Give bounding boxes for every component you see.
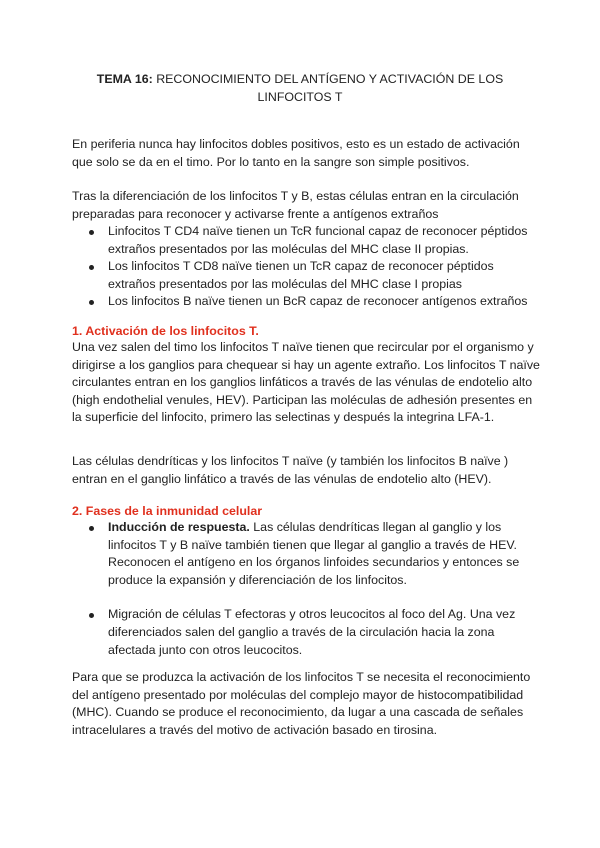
- list-item: [72, 519, 542, 589]
- list-item-bold: Inducción de respuesta.: [108, 520, 250, 534]
- bullet-icon: [89, 265, 94, 270]
- paragraph-recircular: Una vez salen del timo los linfocitos T naïve tienen que recircular por el organismo y dirigirse a los ganglios para chequear si hay un agente extraño. Los linfocitos T naïve circulantes entran en los ganglios linfáticos a través de las vénulas de endotelio alto (high endothelial venules, HEV). Participan las moléculas de adhesión presentes en la superficie del linfocito, primero las selectinas y después la integrina LFA-1.: [72, 340, 540, 425]
- bullet-icon: [89, 300, 94, 305]
- paragraph-diferenciacion: Tras la diferenciación de los linfocitos T y B, estas células entran en la circulación preparadas para reconocer y activarse frente a antígenos extraños: [72, 189, 519, 221]
- bullet-list-naive: [72, 223, 542, 311]
- paragraph-mhc: Para que se produzca la activación de los linfocitos T se necesita el reconocimiento del antígeno presentado por moléculas del complejo mayor de histocompatibilidad (MHC). Cuando se produce el reconocimiento, da lugar a una cascada de señales intracelulares a través del motivo de activación basado en tirosina.: [72, 670, 531, 737]
- list-item: [72, 258, 542, 293]
- bullet-icon: [89, 230, 94, 235]
- bullet-list-fases: [72, 519, 542, 659]
- bullet-icon: [89, 526, 94, 531]
- list-item: [72, 606, 542, 659]
- section-heading-fases: 2. Fases de la inmunidad celular: [72, 504, 263, 518]
- list-item: [72, 223, 542, 258]
- list-item-text: Las células dendríticas llegan al ganglio y los linfocitos T y B naïve también tienen que llegar al ganglio a través de HEV. Reconocen el antígeno en los órganos linfoides secundarios y entonces se produce la expansión y diferenciación de los linfocitos.: [108, 520, 520, 587]
- section-heading-activacion: 1. Activación de los linfocitos T.: [72, 324, 259, 338]
- list-item-text: Linfocitos T CD4 naïve tienen un TcR funcional capaz de reconocer péptidos extraños presentados por las moléculas del MHC clase II propias.: [108, 224, 528, 256]
- list-item-text: Migración de células T efectoras y otros leucocitos al foco del Ag. Una vez diferenciados salen del ganglio a través de la circulación hacia la zona afectada junto con otros leucocitos.: [108, 607, 516, 657]
- title-text: RECONOCIMIENTO DEL ANTÍGENO Y ACTIVACIÓN DE LOS LINFOCITOS T: [152, 72, 504, 104]
- title-label: TEMA 16:: [96, 72, 153, 86]
- bullet-icon: [89, 613, 94, 618]
- paragraph-dendriticas: Las células dendríticas y los linfocitos T naïve (y también los linfocitos B naïve ) entran en el ganglio linfático a través de las vénulas de endotelio alto (HEV).: [72, 454, 509, 486]
- list-item-text: Los linfocitos T CD8 naïve tienen un TcR capaz de reconocer péptidos extraños presentados por las moléculas del MHC clase I propias: [108, 259, 494, 291]
- list-item-text: Los linfocitos B naïve tienen un BcR capaz de reconocer antígenos extraños: [108, 294, 528, 309]
- paragraph-periferia: En periferia nunca hay linfocitos dobles positivos, esto es un estado de activación que solo se da en el timo. Por lo tanto en la sangre son simple positivos.: [72, 137, 520, 169]
- list-item: [72, 293, 542, 311]
- page-title: [70, 70, 530, 106]
